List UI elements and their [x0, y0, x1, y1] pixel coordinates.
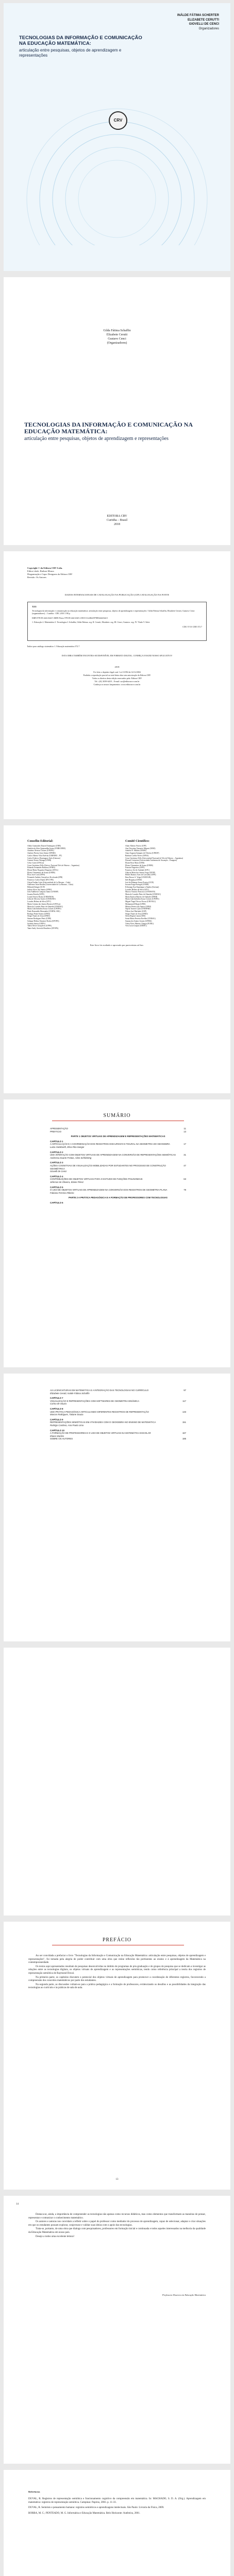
council-member: Rodrigo Pratte-Santos (UFES): [27, 912, 50, 915]
council-member: Ilma Passos A. Veiga (UNICEUB): [125, 876, 151, 879]
title-page-organizers: [4, 329, 230, 345]
toc-entry-title: SOBRE OS AUTORES: [50, 1437, 73, 1440]
page-number: 14: [16, 2203, 19, 2206]
references-list: [28, 2498, 206, 2517]
toc-entry-page: 17: [183, 1143, 186, 1146]
toc-author: Andressa Duarte Freitas, Aline Schlichting: [50, 1156, 92, 1159]
cover-organizers-label: Organizadores: [198, 27, 219, 30]
toc-entry-page: 151: [182, 1421, 186, 1424]
council-member: Lídia de Oliveira Xavier (UNIEURO): [27, 898, 56, 901]
preface-signature: Professora Doutora em Educação Matemática: [162, 2294, 206, 2296]
council-member: Sonia Maria Ferreira Koehler (UNISAL): [125, 918, 156, 920]
preface-title: PREFÁCIO: [102, 1937, 132, 1943]
toc-entry-title: AS LICENCIATURAS EM MATEMÁTICA E A INTEGRAÇÃO DAS TECNOLOGIAS NO CURRÍCULO: [50, 1389, 149, 1392]
toc-chapter: CAPÍTULO 7: [50, 1397, 63, 1400]
toc-entry-page: 117: [182, 1399, 186, 1402]
toc-author: Carina de Souza: [50, 1402, 67, 1405]
council-member: Elione Maria Nogueira Diogenes (UFAL): [27, 869, 59, 872]
title-page-publisher: [4, 514, 230, 527]
council-member: Eliane Rose Maio (UEM): [125, 861, 145, 864]
council-member: Tania Suely Azevedo Brasileiro (UFOPA): [27, 927, 59, 929]
cip-heading: DADOS INTERNACIONAIS DE CATALOGAÇÃO NA PUBLICAÇÃO (CIP) CATALOGAÇÃO NA FONTE: [64, 594, 170, 596]
council-member: Elizeu Clementino de Souza (UNEB): [27, 871, 55, 874]
toc-chapter: CAPÍTULO 2: [50, 1150, 63, 1154]
title-page: [4, 277, 230, 545]
cip-isbn: ISBN 978-85-444-2344-5 ISBN Físico 978-85-444-2345-2 DOI 10.24824/978854442344.5: [32, 616, 108, 619]
toc-author: Rodrigo Cardoso, Ana Paula Lima: [50, 1423, 84, 1427]
council-member: Leonel Severo Rocha (UNISINOS): [27, 895, 54, 898]
council-member: Sérgio Nunes de Jesus (IFRO): [27, 915, 50, 918]
council-member: Paulo Romualdo Hernandes (UNIFAL-MG): [27, 910, 60, 912]
toc-entry-title: AÇÕES COGNITIVAS DE VISUALIZAÇÃO MOBILIZADAS POR ESTUDANTES NO PROCESSO DE CONSTRUÇÃO GEOMÉTRICA: [50, 1164, 166, 1170]
publisher-name: EDITORA CRV: [107, 515, 127, 518]
council-member: Lourdes Helena da Silva (UFV): [125, 888, 149, 891]
council-member: João Adalberto Campato Junior (UNESP): [27, 891, 59, 893]
toc-entry-page: 133: [182, 1410, 186, 1413]
council-member: Kilwangy Kya Kapitango-a-Samba (Unemat): [125, 886, 159, 888]
council-member: Jussara Fraga Portugal (UNEB): [125, 884, 149, 886]
reference-item: DUVAL, R. Registros de representação semiótica e funcionamento cognitivo da compreensão em matemática. In: MACHADO, S. D. A. (Org.). Aprendizagem em matemática: registros de representação semiótica. Campinas: Papirus, 2003. p. 11-33.: [28, 2498, 206, 2504]
council-member: Altair Alberto Fávero (UPF): [125, 845, 146, 847]
title-page-subtitle: articulação entre pesquisas, objetos de aprendizagem e representações: [24, 436, 169, 442]
toc-part: PARTE 1 OBJETOS VIRTUAIS DE APRENDIZAGEM E REPRESENTAÇÕES MATEMÁTICAS: [71, 1135, 165, 1138]
council-member: Sérgio Nunes de Jesus (IFRO): [125, 912, 148, 915]
council-member: Lourdes Helena da Silva (UFV): [27, 901, 51, 903]
reference-item: DUVAL, R. Semiósis e pensamento humano: registros semióticos e aprendizagens intelectuais. São Paulo: Livraria da Física, 2009.: [28, 2506, 164, 2510]
toc-entry: [50, 1154, 186, 1157]
copyright-line: Copyright © da Editora CRV Ltda.: [27, 567, 63, 569]
council-member: Francisco Carlos Duarte (PUC-PR): [27, 878, 54, 881]
preface-page-2: [4, 2196, 230, 2464]
council-member: Míguel Ángel Novoa Novoa (UNIVALI): [125, 901, 156, 903]
council-member: Vera Lucia Gaspar (UDESC): [125, 925, 147, 927]
preface-paragraph: Ao ser convidada a prefaciar o livro "Tecnologias da Informação e Comunicação na Educação Matemática: articulação entre pesquisas, objetos de aprendizagem e representações", fui tomada pela alegria de poder contribuir com uma obra que reúne reflexões tão pertinentes ao ensino e à aprendizagem da Matemática na contemporaneidade.: [28, 1955, 206, 1964]
council-member: Cesar Gerónimo Tello (Univer. Nacional Três de Febrero – Argentina): [27, 864, 79, 867]
toc-entry-title: UMA PRÁTICA PEDAGÓGICA ARTICULANDO DIFERENTES REGISTROS DE REPRESENTAÇÃO: [50, 1410, 149, 1413]
toc-entry-page: 185: [182, 1437, 186, 1440]
council-member: Maria Cristina dos Santos Bezerra (UFSCar): [27, 903, 61, 905]
council-member: Anselmo Alencar Colares (UFOPA): [27, 850, 54, 852]
editorial-council-page: [4, 825, 230, 1093]
council-member: Eduardo Fernandes Barbosa (UFMG): [27, 867, 56, 869]
website-note: Conheça os nossos lançamentos: www.editoracrv.com.br: [93, 683, 141, 686]
council-member: Helder Buenos Aires de Carvalho (UFPI): [125, 874, 156, 876]
toc-entry-page: 13: [183, 1130, 186, 1133]
council-member: Carlos Federico Dominguez Avila (Unieuro): [27, 857, 61, 859]
council-member: Helmuth Krüger (UCP): [27, 886, 45, 888]
toc-author: Fabiana Ferreira Ribeiro: [50, 1191, 74, 1194]
council-member: Fauston Negreiros (UFPI): [125, 867, 145, 869]
toc-entry-page: 167: [182, 1432, 186, 1435]
council-member: Andréia N. Militão (UEMS): [125, 850, 146, 852]
toc-entry-page: 11: [183, 1127, 186, 1130]
reproduction-note: Proibida a reprodução parcial ou total desta obra sem autorização da Editora CRV: [83, 674, 151, 676]
council-member: Najela Tavares Ujiie (UNESPAR): [125, 908, 151, 910]
toc-author: Marcos Rodrigues, Tatiane Souza: [50, 1413, 83, 1416]
preface-paragraph: Os textos aqui apresentados resultam de pesquisas desenvolvidas no âmbito de programas de pós-graduação e de grupos de pesquisa que se dedicam a investigar as relações entre as tecnologias digitais, os objetos virtuais de aprendizagem e as representações semióticas, tendo como referência principal a teoria dos registros de representação semiótica de Raymond Duval.: [28, 1965, 206, 1975]
council-member: Aldira Guimarães Duarte Domínguez (UNB): [27, 845, 61, 847]
council-member: Cesar Gerónimo Tello (Universidad Nacional de Três de Febrero – Argentina): [125, 857, 183, 859]
council-member: Maria Lília Imbiriba Sousa Colares (UFOPA): [27, 908, 61, 910]
toc-chapter: CAPÍTULO 3: [50, 1161, 63, 1164]
cip-subjects: 1. Educação 2. Matemática 3. Tecnologias I. Schaffin, Gilda Fátima. org. II. Cerutti, Elizabete. org. III. Cenci, Gustavo. org. IV. Título V. Série: [32, 621, 150, 623]
cip-body: Tecnologias da informação e comunicação na educação matemática: articulação entre pesquisas, objetos de aprendizagem e representações / Gilda Fátima Schaffin, Elizabete Cerutti, Gustavo Cenci (organizadores) – Curitiba : CRV, 2018. 198 p.: [32, 609, 195, 615]
toc-entry-page: 79: [183, 1189, 186, 1192]
council-member: Suzana dos Santos Gomes (UFMG): [125, 920, 152, 922]
toc-entry-title: CONTRIBUIÇÕES DE OBJETOS VIRTUAIS PARA O ESTUDO DE FUNÇÕES POLINOMIAIS: [50, 1178, 143, 1181]
preface-body-continued: [28, 2213, 206, 2239]
council-member: Silvia Regina Canan (URI): [125, 915, 146, 918]
toc-list: [50, 1389, 186, 1440]
toc-entry-title: REPRESENTAÇÕES SEMIÓTICAS EM ATIVIDADES COM O GEOGEBRA NO ENSINO DE MATEMÁTICA: [50, 1421, 156, 1424]
cip-code: T255: [32, 605, 37, 608]
publisher-logo: CRV: [109, 111, 127, 130]
toc-entry-title: A ARTICULAÇÃO E A COORDENAÇÃO DOS REGISTROS DISCURSIVO E FIGURAL NA GEOMETRIA DO GEOGEBRA: [50, 1143, 170, 1146]
toc-author: Giovelli de Cenci: [50, 1170, 67, 1173]
council-footer: Este livro foi avaliado e aprovado por pareceristas ad hoc.: [90, 944, 144, 946]
preface-paragraph: Desejo a todos uma excelente leitura!: [36, 2235, 75, 2238]
council-member: Josania Portela (UFPI): [27, 893, 44, 896]
toc-entry-title: A FORMAÇÃO DE PROFESSORES E O USO DE OBJETOS VIRTUAIS NA MATEMÁTICA ESCOLAR: [50, 1432, 151, 1435]
council-member: Vânia Alves Martins Chaigar (FURG): [125, 922, 154, 925]
council-member: Simone Rodrigues Pinto (UNB): [27, 918, 52, 920]
organizers-label: (Organizadores): [107, 342, 127, 345]
toc-entry-title: VISUALIZAÇÃO E REPRESENTAÇÕES COM SOFTWARES DE GEOMETRIA DINÂMICA: [50, 1399, 140, 1402]
toc-author: Eliane Martins: [50, 1434, 64, 1437]
publisher-city: Curitiba – Brasil: [107, 519, 127, 522]
page-number: 13: [115, 2178, 119, 2181]
council-member: Mônica Pereira dos Santos (UFRJ): [125, 905, 152, 908]
organizer-name: Elizabete Cerutti: [106, 333, 128, 336]
cover-organizer: ELIZABETE CERUTTI: [188, 18, 219, 22]
council-member: Barbara Coelho Neves (UFBA): [125, 854, 149, 857]
council-left-list: [27, 845, 120, 930]
council-member: Élsio José Corá (UFFS): [27, 874, 45, 876]
preface-paragraph: Na segunda parte, as discussões voltam-se para a prática pedagógica e a formação de professores, evidenciando os desafios e as possibilidades da integração das tecnologias ao currículo e às práticas de sala de aula.: [28, 1983, 206, 1990]
references-heading: Referências: [28, 2490, 40, 2493]
toc-chapter: CAPÍTULO 5: [50, 1185, 63, 1189]
legal-deposit: Foi feito o depósito legal conf. Lei 10.994 de 14/12/2004: [93, 671, 141, 673]
council-member: Mohammed Elhajji (UFRJ): [125, 903, 146, 905]
council-member: Maria Eurácia Barreto de Andrade (UFRB): [125, 895, 158, 898]
cover-organizers: [116, 13, 219, 31]
council-member: Carlos Alberto Vilar Estêvão (UMINHO – PT): [27, 854, 62, 857]
cover-page: [4, 3, 230, 271]
toc-entry-page: 63: [183, 1178, 186, 1181]
toc-author: Elizabete Cerutti, Inalde Fátima Schaffin: [50, 1392, 90, 1395]
council-member: Sydione Santos (UEPG): [27, 922, 45, 925]
toc-chapter: CAPÍTULO 9: [50, 1418, 63, 1421]
council-member: Francisco Ari de Andrade (UFC): [125, 869, 150, 872]
references-page: [4, 2470, 230, 2576]
reference-item: BORBA, M. C.; PENTEADO, M. G. Informática e Educação Matemática. Belo Horizonte: Autêntica, 2001.: [28, 2512, 140, 2515]
council-member: Solange Helena Ximenes-Rocha (UFOPA): [27, 920, 59, 922]
council-member: Jailson Alves dos Santos (UFRJ): [27, 888, 52, 891]
preface-paragraph: Trata-se, portanto, de uma obra que dialoga com pesquisadores, professores em formação inicial e continuada e todos aqueles interessados na melhoria da qualidade da Educação Matemática em nosso país.: [28, 2228, 206, 2234]
preface-page-1: [4, 1922, 230, 2190]
toc-entry-page: 47: [183, 1164, 186, 1167]
toc-entry-title: O USO DE OBJETOS VIRTUAIS DE APRENDIZAGEM NA CONVERSÃO DOS REGISTROS DE GEOMETRIA PLANA: [50, 1189, 168, 1192]
copyright-line: Diagramação e Capa: Designers da Editora CRV: [27, 573, 73, 575]
council-member: José de Ribamar Sousa Pereira (UCB): [125, 881, 154, 884]
contact-note: Tel.: (41) 3039-6418 – E-mail: sac@editoracrv.com.br: [94, 680, 140, 683]
preface-paragraph: Os autores e autoras nos convidam a refletir sobre o papel do professor como mediador do processo de aprendizagem, capaz de selecionar, adaptar e criar situações em que os estudantes possam explorar, conjecturar e validar suas ideias com o apoio das tecnologias.: [28, 2221, 206, 2227]
toc-entry-title: PREFÁCIO: [50, 1130, 61, 1133]
preface-paragraph: Na primeira parte, os capítulos discutem o potencial dos objetos virtuais de aprendizagem para promover a coordenação de diferentes registros, favorecendo a compreensão dos conceitos matemáticos por parte dos estudantes.: [28, 1976, 206, 1982]
council-member: Maria Lília Imbiriba Sousa Colares (UFOPA): [125, 898, 159, 901]
toc-author: Luiza Hackbarth, Elisa Rita Sangoi: [50, 1145, 85, 1148]
toc-entry-title: APRESENTAÇÃO: [50, 1127, 69, 1130]
digital-note: ESTA OBRA TAMBÉM ENCONTRA-SE DISPONÍVEL EM FORMATO DIGITAL. CONHEÇA E BAIXE NOSSO APLICATIVO!: [61, 654, 173, 657]
council-member: Carmen Tereza Velanga (UNIR): [27, 859, 52, 862]
council-member: Elizeu Clementino de Souza (UNEB): [125, 864, 153, 867]
toc-part: PARTE 2 A PRÁTICA PEDAGÓGICA E A FORMAÇÃO DE PROFESSORES COM TECNOLOGIAS: [69, 1196, 168, 1199]
toc-chapter: CAPÍTULO 4: [50, 1175, 63, 1178]
toc-page-1: [4, 1099, 230, 1367]
council-member: Maria de Lourdes Pinto de Almeida (UNOESC): [125, 893, 161, 896]
council-member: Anna Augusta Sampaio de Oliveira (UNESP): [125, 852, 159, 855]
council-right-heading: Comitê Científico:: [125, 840, 150, 843]
cover-title: TECNOLOGIAS DA INFORMAÇÃO E COMUNICAÇÃO NA EDUCAÇÃO MATEMÁTICA:: [19, 35, 142, 46]
copyright-line: Editor-chefe: Railson Moura: [27, 570, 54, 572]
cip-cdu: CDU 37.01 CDD 372.7: [182, 625, 202, 628]
preface-paragraph: Destaca-se, ainda, a importância de compreender as tecnologias não apenas como recursos didáticos, mas como elementos que transformam as maneiras de pensar, representar e comunicar o conhecimento matemático.: [28, 2213, 206, 2219]
council-right-list: [125, 845, 218, 927]
cover-organizer: INÁLDE FÁTIMA SCHERTER: [177, 14, 219, 17]
council-member: Inês Bragança (UERJ): [125, 878, 142, 881]
toc-entry-page: 31: [183, 1154, 186, 1157]
council-member: Maria de Lourdes Pinto de Almeida (UNOESC): [27, 905, 63, 908]
council-member: Celso Conti (UFSCar): [27, 861, 44, 864]
council-member: Gloria Fariñas León (Universidade de La Havana – Cuba): [27, 881, 71, 884]
cover-decoration: [4, 80, 230, 245]
council-member: Ana Chrystina Venancio Mignot (UERJ): [125, 847, 156, 850]
toc-title: SUMÁRIO: [103, 1113, 131, 1118]
toc-page-2: [4, 1374, 230, 1641]
council-member: Gláucia Maria dos Santos Jorge (UFOP): [125, 871, 156, 874]
toc-entry: [50, 1130, 186, 1133]
toc-entry: [50, 1189, 186, 1192]
council-member: Nilson José Machado (USP): [125, 910, 146, 912]
organizer-name: Gilda Fátima Schaffin: [103, 329, 131, 332]
toc-author: Jeferson de Oliveira, Elaine Pérez: [50, 1180, 83, 1183]
council-member: Marcos Vinicius Francisco (UNOESTE): [125, 891, 156, 893]
cover-organizer: GIOVELLI DE CENCI: [189, 23, 219, 26]
toc-chapter: CAPÍTULO 10: [50, 1429, 64, 1432]
council-member: Fernando Antônio Gonçalves Alcoforado (IPB): [27, 876, 63, 879]
toc-entry-page: 97: [183, 1389, 186, 1392]
catalog-year: 2018: [114, 666, 120, 668]
index-line: Índice para catálogo sistemático 1. Educação matemática 372.7: [27, 645, 80, 648]
blank-page: [4, 1648, 230, 1916]
toc-entry-title: UMA INTERAÇÃO COM OBJETOS VIRTUAIS DE APRENDIZAGEM NA CONVERSÃO DE REPRESENTAÇÕES SEMIÓTICAS: [50, 1154, 176, 1157]
council-member: Guillermo Arias Beatón (Universidade de La Havana – Cuba): [27, 884, 73, 886]
council-left-heading: Conselho Editorial:: [27, 840, 54, 843]
rights-note: Todos os direitos desta edição reservados pela: Editora CRV: [92, 677, 142, 680]
council-member: Diosnel Centurion (Universidade Autónoma de Assunção – Paraguai): [125, 859, 177, 862]
council-member: Antônio Pereira Gaio Júnior (UFRRJ): [27, 852, 56, 855]
copyright-line: Revisão: Os Autores: [27, 576, 46, 579]
organizer-name: Gustavo Cenci: [108, 337, 126, 341]
title-page-title: TECNOLOGIAS DA INFORMAÇÃO E COMUNICAÇÃO NA EDUCAÇÃO MATEMÁTICA:: [24, 421, 193, 435]
toc-entry: [50, 1164, 186, 1170]
copyright-block: [27, 567, 182, 579]
cip-record: [27, 602, 207, 641]
council-member: Andréia da Silva Quintanilha Sousa (UNIR/UFRN): [27, 847, 66, 850]
preface-body: [28, 1955, 206, 1991]
cover-subtitle: articulação entre pesquisas, objetos de aprendizagem e representações: [19, 48, 122, 58]
publisher-year: 2018: [114, 523, 120, 526]
council-member: Tadeu Oliver Gonçalves (UFPA): [27, 925, 52, 927]
toc-chapter: CAPÍTULO 8: [50, 1407, 63, 1410]
toc-chapter: CAPÍTULO 1: [50, 1140, 63, 1143]
toc-list: [50, 1127, 186, 1204]
toc-chapter: CAPÍTULO 6: [50, 1201, 63, 1204]
catalog-page: [4, 551, 230, 819]
